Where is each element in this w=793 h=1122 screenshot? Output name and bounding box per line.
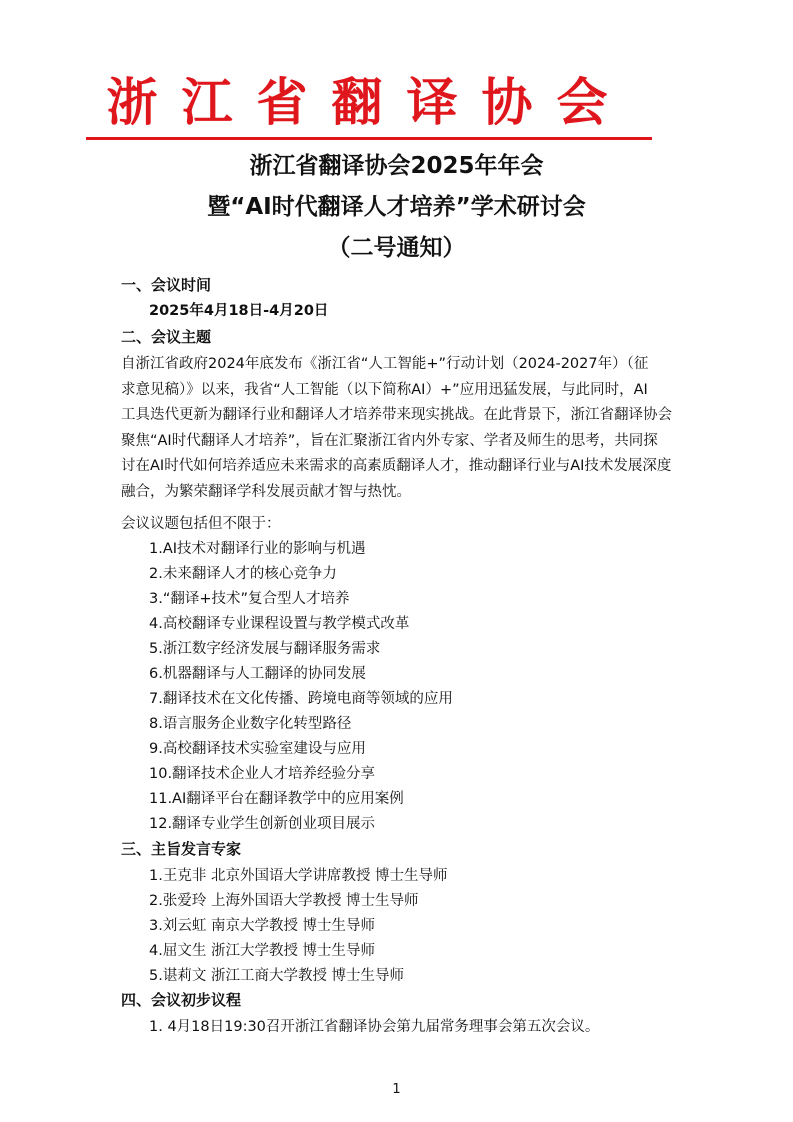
topic-item: 9.高校翻译技术实验室建设与应用	[149, 741, 366, 757]
topic-item: 11.AI翻译平台在翻译教学中的应用案例	[149, 791, 404, 807]
red-divider	[86, 137, 652, 140]
topic-item: 8.语言服务企业数字化转型路径	[149, 716, 352, 732]
doc-title-line-3: （二号通知）	[327, 235, 466, 261]
doc-title-line-2: 暨“AI时代翻译人才培养”学术研讨会	[207, 194, 586, 220]
expert-item: 3.刘云虹 南京大学教授 博士生导师	[149, 918, 376, 934]
topic-item: 4.高校翻译专业课程设置与教学模式改革	[149, 616, 410, 632]
doc-title-line-1: 浙江省翻译协会2025年年会	[249, 153, 544, 179]
topic-item: 1.AI技术对翻译行业的影响与机遇	[149, 541, 366, 557]
expert-item: 2.张爱玲 上海外国语大学教授 博士生导师	[149, 893, 419, 909]
org-name-heading: 浙江省翻译协会	[106, 73, 632, 133]
expert-item: 5.谌莉文 浙江工商大学教授 博士生导师	[149, 968, 405, 984]
paragraph-line: 自浙江省政府2024年底发布《浙江省“人工智能+”行动计划（2024-2027年）（征	[121, 356, 649, 372]
meeting-date: 2025年4月18日-4月20日	[149, 303, 329, 319]
section-heading-time: 一、会议时间	[121, 276, 212, 294]
paragraph-line: 求意见稿）》以来，我省“人工智能（以下简称AI）+”应用迅猛发展，与此同时，AI	[121, 381, 648, 398]
section-heading-experts: 三、主旨发言专家	[121, 840, 242, 858]
theme-paragraph	[121, 352, 699, 506]
topics-intro: 会议议题包括但不限于：	[121, 516, 281, 532]
section-heading-theme: 二、会议主题	[121, 328, 212, 346]
topic-item: 7.翻译技术在文化传播、跨境电商等领域的应用	[149, 691, 453, 707]
expert-item: 4.屈文生 浙江大学教授 博士生导师	[149, 943, 376, 959]
topic-item: 2.未来翻译人才的核心竞争力	[149, 566, 337, 582]
section-heading-agenda: 四、会议初步议程	[121, 991, 242, 1009]
page-number: 1	[392, 1082, 401, 1097]
agenda-item: 1. 4月18日19:30召开浙江省翻译协会第九届常务理事会第五次会议。	[149, 1019, 600, 1035]
topic-item: 12.翻译专业学生创新创业项目展示	[149, 816, 376, 832]
expert-item: 1.王克非 北京外国语大学讲席教授 博士生导师	[149, 868, 448, 884]
topic-item: 6.机器翻译与人工翻译的协同发展	[149, 666, 366, 682]
topic-item: 3.“翻译+技术”复合型人才培养	[149, 591, 350, 607]
paragraph-line: 讨在AI时代如何培养适应未来需求的高素质翻译人才，推动翻译行业与AI技术发展深度	[121, 458, 672, 475]
topic-item: 5.浙江数字经济发展与翻译服务需求	[149, 641, 381, 657]
paragraph-line: 聚焦“AI时代翻译人才培养”，旨在汇聚浙江省内外专家、学者及师生的思考，共同探	[121, 432, 658, 449]
paragraph-line: 融合，为繁荣翻译学科发展贡献才智与热忱。	[121, 483, 411, 500]
topic-item: 10.翻译技术企业人才培养经验分享	[149, 766, 376, 782]
paragraph-line: 工具迭代更新为翻译行业和翻译人才培养带来现实挑战。在此背景下，浙江省翻译协会	[121, 407, 672, 424]
